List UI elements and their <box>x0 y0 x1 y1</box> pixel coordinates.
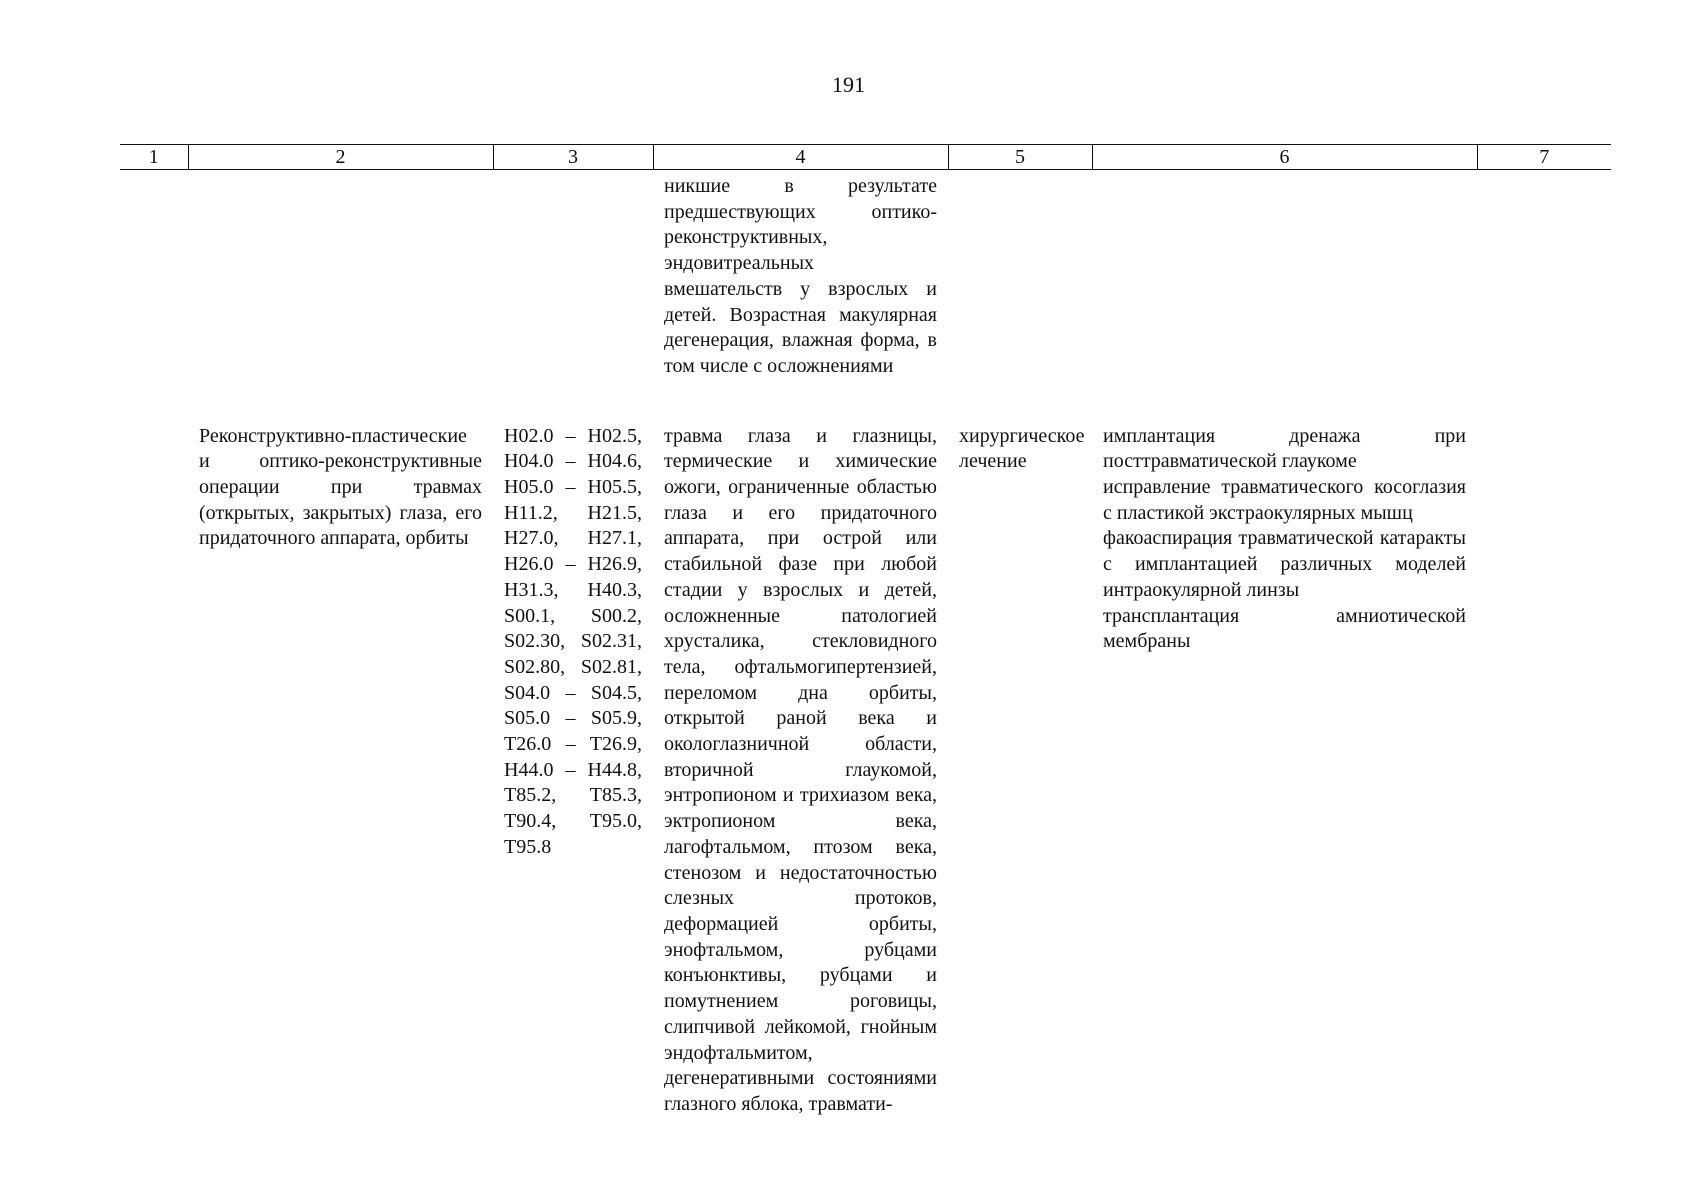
column-header-4: 4 <box>653 145 948 170</box>
diagnosis-cell: травма глаза и глазницы, термические и химические ожоги, ограниченные областью глаза и его придаточного аппарата, при острой или стабильной фазе при любой стадии у взрослых и детей, осложненные патологией хрусталика, стекловидного тела, офтальмогипертензией, переломом дна орбиты, открытой раной века и окологлазничной области, вторичной глаукомой, энтропионом и трихиазом века, эктропионом века, лагофтальмом, птозом века, стенозом и недостаточностью слезных протоков, деформацией орбиты, энофтальмом, рубцами конъюнктивы, рубцами и помутнением роговицы, слипчивой лейкомой, гнойным эндофтальмитом, дегенеративными состояниями глазного яблока, травмати- <box>664 424 937 1115</box>
treatment-method: исправление травматического косоглазия с пластикой экстраокулярных мышц <box>1103 476 1466 524</box>
column-number-header <box>120 145 1611 170</box>
table-row <box>120 424 1611 1118</box>
column-header-2: 2 <box>188 145 493 170</box>
column-header-5: 5 <box>948 145 1092 170</box>
column-header-7: 7 <box>1477 145 1611 170</box>
column-header-3: 3 <box>493 145 653 170</box>
treatment-type-cell: Реконструктивно-пластические и оптико-реконструктивные операции при травмах (открытых, закрытых) глаза, его придаточного аппарата, орбиты <box>199 424 482 550</box>
diagnosis-continuation-cell: никшие в результате предшествующих оптико-реконструктивных, эндовитреальных вмешательств у взрослых и детей. Возрастная макулярная дегенерация, влажная форма, в том числе с осложнениями <box>664 175 937 377</box>
treatment-methods-cell <box>1092 424 1477 1118</box>
medical-procedures-table <box>120 144 1611 1118</box>
treatment-method: имплантация дренажа при посттравматической глаукоме <box>1103 424 1466 473</box>
treatment-method: трансплантация амниотической мембраны <box>1103 604 1466 653</box>
icd-codes-cell: H02.0 – H02.5, H04.0 – H04.6, H05.0 – H05.5, H11.2, H21.5, H27.0, H27.1, H26.0 – H26.9, H31.3, H40.3, S00.1, S00.2, S02.30, S02.31, S02.80, S02.81, S04.0 – S04.5, S05.0 – S05.9, T26.0 – T26.9, H44.0 – H44.8, T85.2, T85.3, T90.4, T95.0, T95.8 <box>504 424 642 858</box>
column-header-6: 6 <box>1092 145 1477 170</box>
continuation-row <box>120 170 1611 380</box>
column-header-1: 1 <box>120 145 188 170</box>
standard-cost-cell <box>1477 424 1611 1118</box>
page-number: 191 <box>832 72 865 97</box>
treatment-method: факоаспирация травматической катаракты с имплантацией различных моделей интраокулярной линзы <box>1103 527 1466 601</box>
treatment-kind-cell: хирургическое лечение <box>959 424 1085 473</box>
